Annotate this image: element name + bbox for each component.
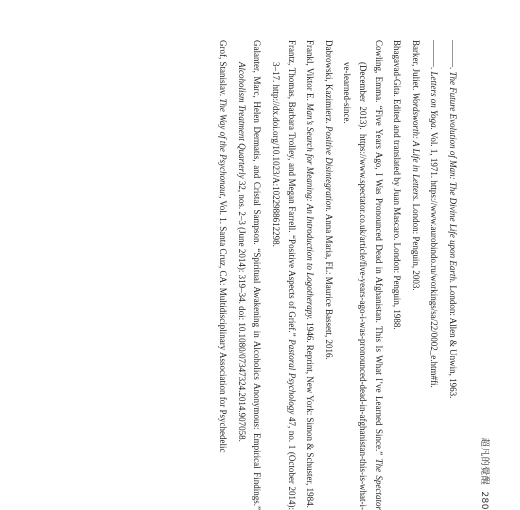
running-head-title: 超凡的覺醒 [479, 437, 489, 486]
page-number: 280 [479, 491, 489, 510]
bibliography-entry: Dabrowski, Kazimierz. Positive Disintegration. Anna Maria, FL: Maurice Bassett, 2016. [323, 40, 334, 360]
rotated-book-page [90, 40, 489, 510]
bibliography-entry: Bhagavad-Gita. Edited and translated by Juan Mascaro. London: Penguin, 1988. [392, 40, 403, 330]
bibliography-entry: Frankl, Viktor E. Man’s Search for Meaning: An Introduction to Logotherapy. 1946. Reprint, New York: Simon & Schuster, 1984. [305, 40, 316, 508]
bibliography-entry: ———. The Future Evolution of Man: The Divine Life upon Earth. London: Allen & Unwin, 1963. [448, 40, 458, 399]
bibliography-entry: Barker, Juliet. Wordsworth: A Life in Letters. London: Penguin, 2003. [410, 40, 421, 291]
running-head [479, 438, 492, 510]
bibliography-entry: Galanter, Marc, Helen Dermatis, and Cristal Sampson. “Spiritual Awakening in Alcoholics Anonymous: Empirical Findings.” Alcoholism Treatment Quarterly 32, nos. 2–3 (June 2014): 319–34. doi: 10.1080/07347324.2014.907058. [236, 40, 263, 510]
bibliography-entry: ———. Letters on Yoga. Vol. 1, 1971. https://www.aurobindo.ru/workings/sa/22/0002_e.htm#fi. [429, 40, 440, 388]
bibliography-entry: Frantz, Thomas, Barbara Trolley, and Megan Farrell. “Positive Aspects of Grief.” Pastoral Psychology 47, no. 1 (October 2014): 3–17. http://dx.doi.org/10.1023/A:1022988612298. [271, 40, 297, 510]
bibliography-list [212, 40, 460, 510]
bibliography-entry: Cowling, Emma. “Five Years Ago, I Was Pronounced Dead in Afghanistan. This Is What I’ve Learned Since.” The Spectator (December 2013). https://www.spectator.co.uk/article/five-years-ago-i-was-pronounced-dead-in-afghanistan-this-is-what-i-ve-learned-since. [342, 40, 384, 510]
bibliography-entry: Grof, Stanislav. The Way of the Psychonaut, Vol. 1. Santa Cruz, CA: Multidisciplinary Association for Psychedelic [218, 40, 229, 453]
